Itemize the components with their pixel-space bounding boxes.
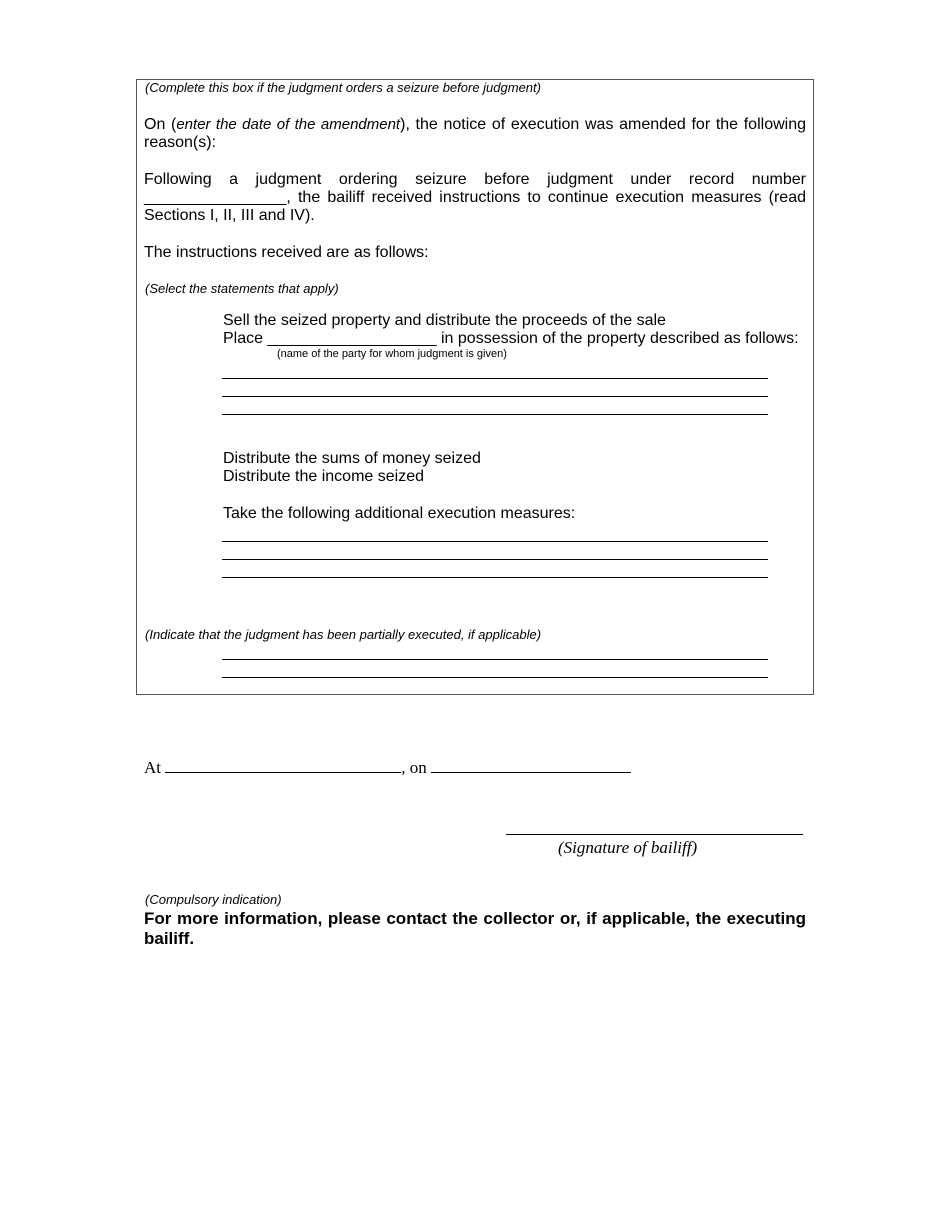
option-place[interactable] [223,330,799,348]
signature-caption: (Signature of bailiff) [558,838,698,857]
party-name-blank[interactable]: ___________________ [267,330,437,347]
select-statements-note: (Select the statements that apply) [145,281,339,296]
place-suffix: in possession of the property described as follows: [436,330,799,347]
partial-execution-note: (Indicate that the judgment has been partially executed, if applicable) [145,627,542,642]
following-part2: , the bailiff received instructions to continue execution measures (read Sections I, II, III and IV). [144,189,806,224]
option-distribute-income[interactable]: Distribute the income seized [223,468,424,485]
following-paragraph [144,171,806,225]
option-sell[interactable]: Sell the seized property and distribute the proceeds of the sale [223,312,666,329]
place-prefix: Place [223,330,268,347]
amendment-prefix: On ( [144,116,177,133]
property-line-2[interactable] [222,396,768,397]
additional-line-1[interactable] [222,541,768,542]
box-header-note: (Complete this box if the judgment orders a seizure before judgment) [145,80,541,95]
property-line-3[interactable] [222,414,768,415]
compulsory-note: (Compulsory indication) [145,892,282,907]
partial-line-1[interactable] [222,659,768,660]
option-additional-measures[interactable]: Take the following additional execution measures: [223,505,576,522]
partial-line-2[interactable] [222,677,768,678]
additional-line-3[interactable] [222,577,768,578]
contact-text: For more information, please contact the collector or, if applicable, the executing bailiff. [144,909,806,948]
amendment-date-prompt: enter the date of the amendment [176,116,401,133]
following-part1: Following a judgment ordering seizure before judgment under record number [144,171,806,188]
instructions-intro: The instructions received are as follows: [144,244,429,261]
on-label: , on [401,758,431,777]
option-distribute-sums[interactable]: Distribute the sums of money seized [223,450,481,467]
place-caption: (name of the party for whom judgment is given) [277,348,507,360]
date-blank[interactable] [431,760,631,773]
additional-line-2[interactable] [222,559,768,560]
amendment-suffix: ), the notice of execution was amended for the following reason(s): [144,116,806,151]
property-line-1[interactable] [222,378,768,379]
at-label: At [144,758,166,777]
signature-line[interactable] [506,834,803,835]
place-date-line [144,758,631,778]
amendment-paragraph [144,116,806,152]
place-blank[interactable] [165,760,401,773]
record-number-blank[interactable]: ________________ [144,189,287,206]
